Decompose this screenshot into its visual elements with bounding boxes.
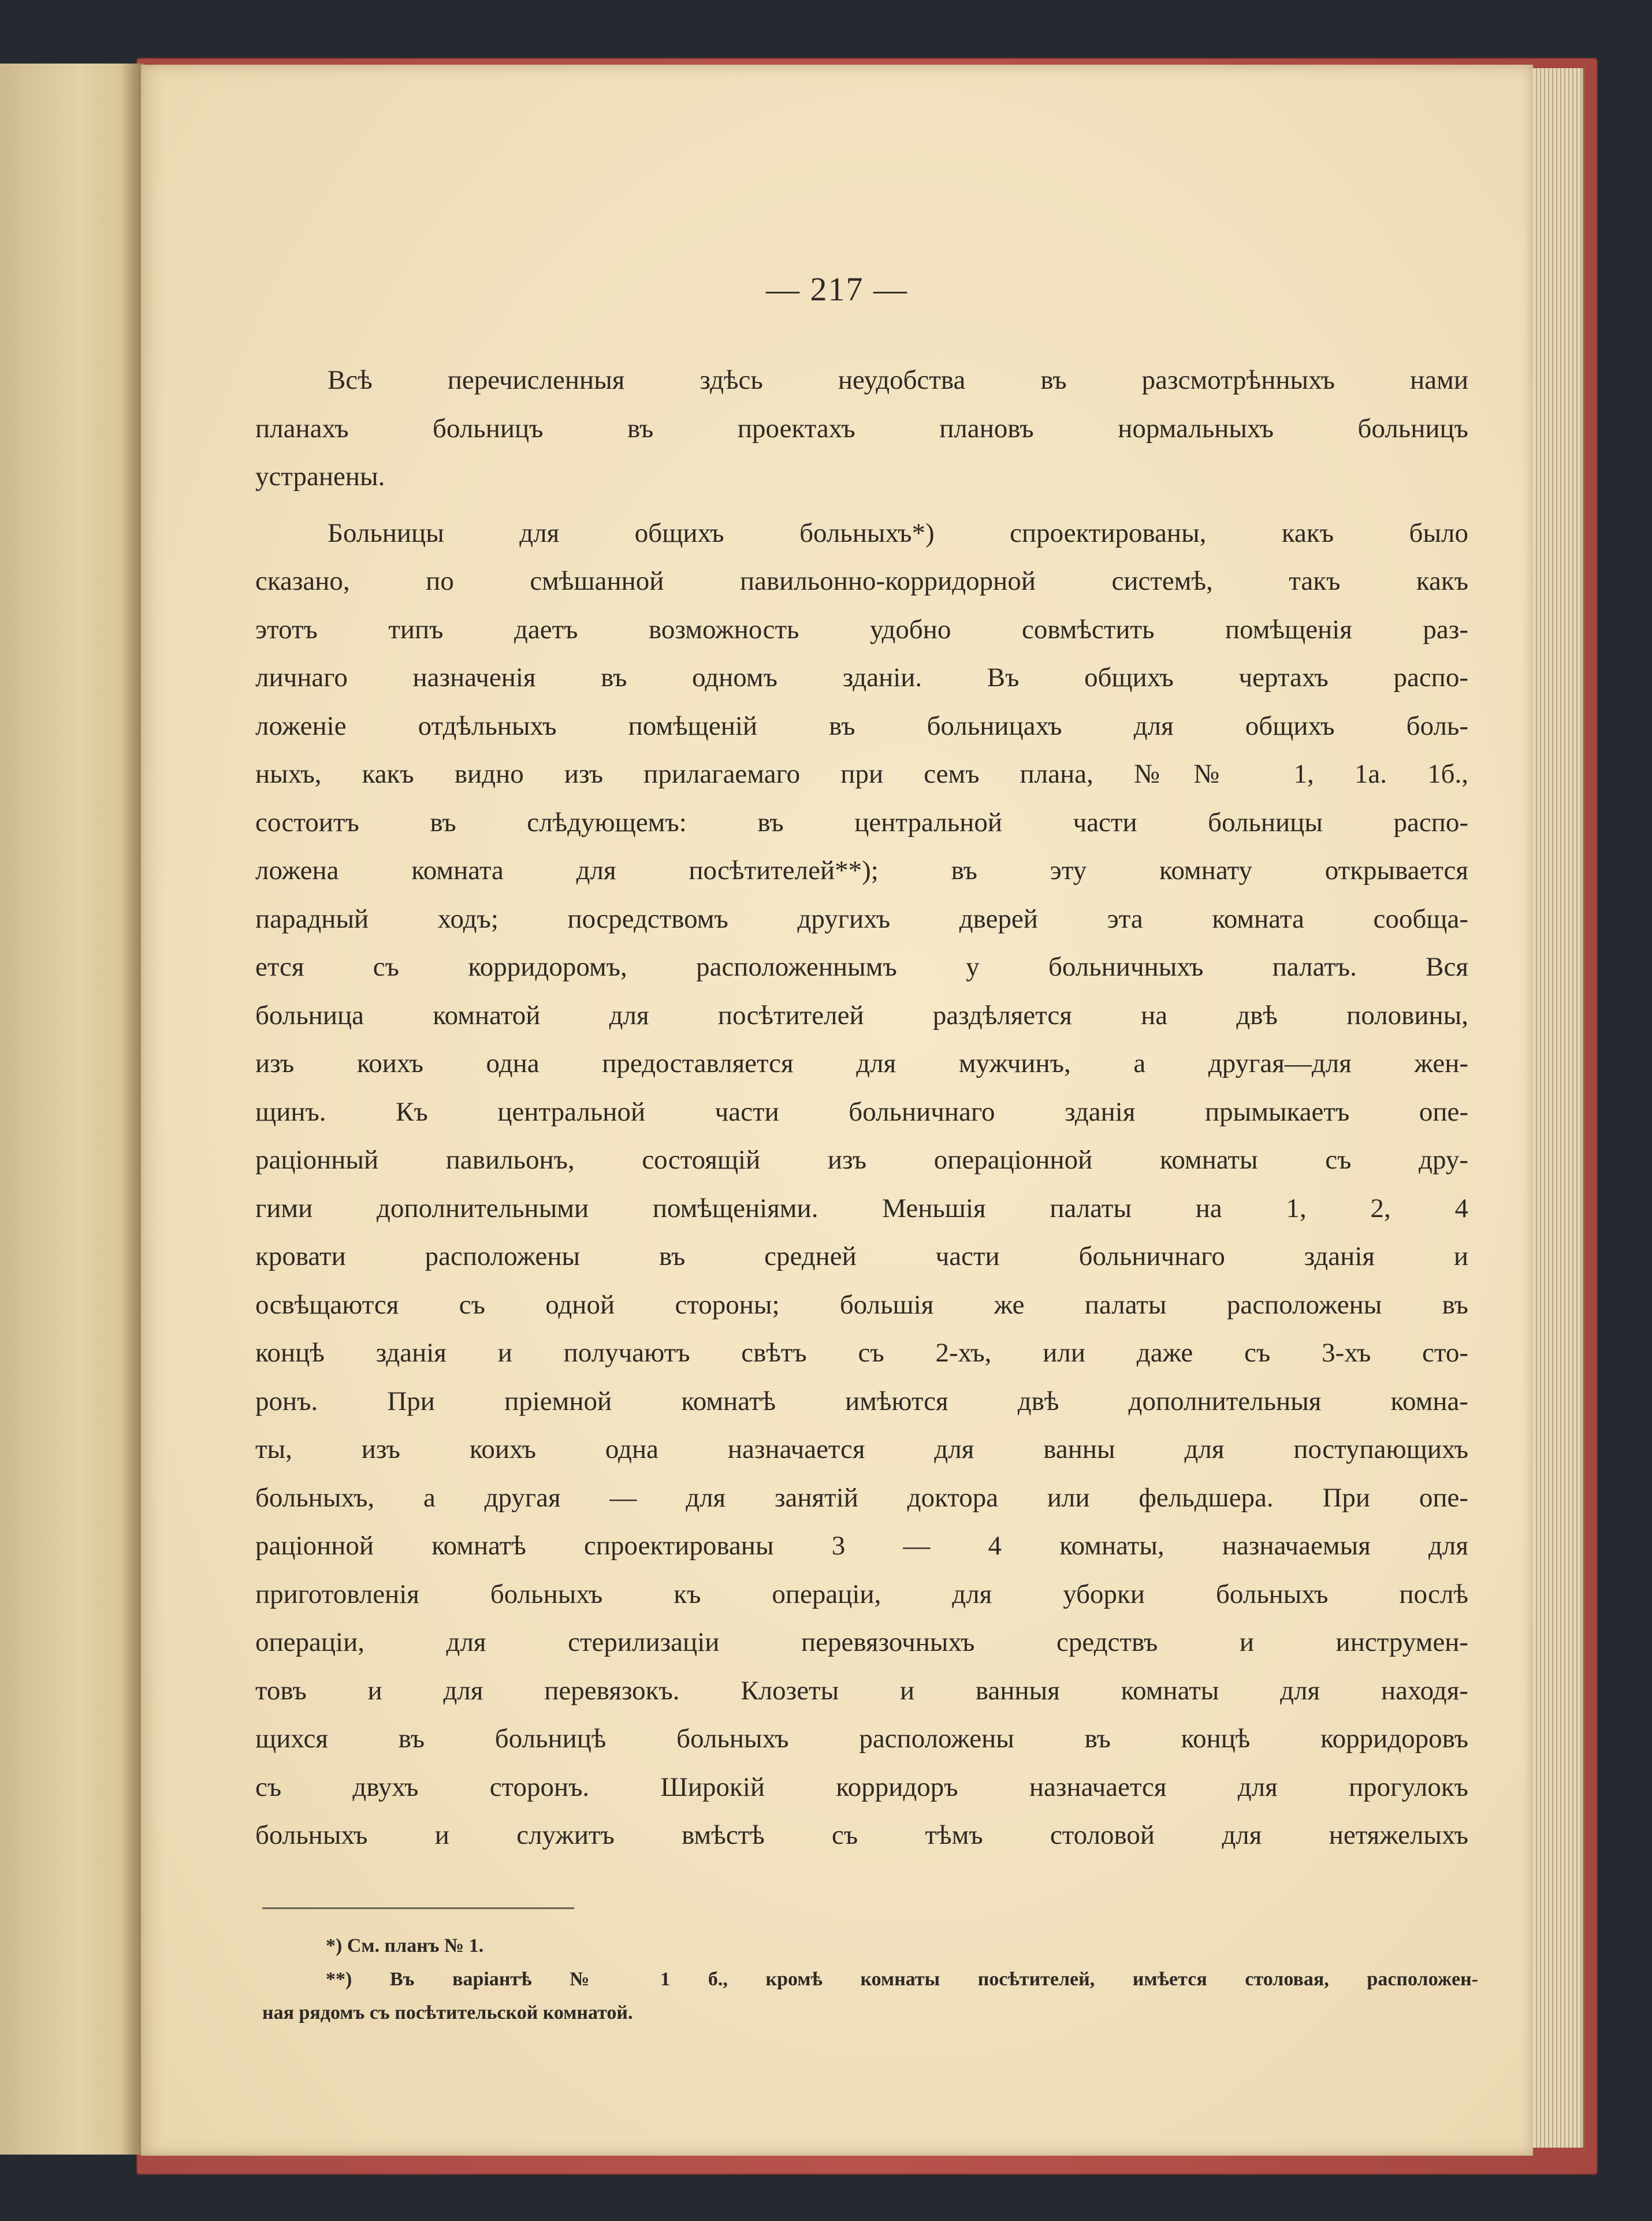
footnote-rule (262, 1907, 574, 1909)
page-body (255, 356, 1468, 1860)
text-line: ложеніе отдѣльныхъ помѣщеній въ больницахъ для общихъ боль- (255, 710, 1468, 741)
text-line: ложена комната для посѣтителей**); въ эту комнату открывается (255, 855, 1468, 886)
text-line: парадный ходъ; посредствомъ другихъ дверей эта комната сообща- (255, 903, 1468, 934)
text-line: Больницы для общихъ больныхъ*) спроектированы, какъ было (328, 518, 1468, 548)
text-line: щинъ. Къ центральной части больничнаго зданія прымыкаетъ опе- (255, 1096, 1468, 1127)
footnote-2-continuation: ная рядомъ съ посѣтительской комнатой. (262, 2002, 633, 2023)
text-line: больница комнатой для посѣтителей раздѣляется на двѣ половины, (255, 1000, 1468, 1030)
text-line: гими дополнительными помѣщеніями. Меньшія палаты на 1, 2, 4 (255, 1193, 1468, 1223)
footnote-2: **) Въ варіантѣ № 1 б., кромѣ комнаты посѣтителей, имѣется столовая, расположен- (326, 1969, 1478, 1990)
text-line: устранены. (255, 462, 385, 492)
text-line: освѣщаются съ одной стороны; большія же палаты расположены въ (255, 1289, 1468, 1320)
footnotes (262, 1929, 1478, 2030)
text-line: кровати расположены въ средней части больничнаго зданія и (255, 1241, 1468, 1271)
text-line: ронъ. При пріемной комнатѣ имѣются двѣ дополнительныя комна- (255, 1386, 1468, 1416)
text-line: щихся въ больницѣ больныхъ расположены въ концѣ корридоровъ (255, 1724, 1468, 1754)
text-line: планахъ больницъ въ проектахъ плановъ нормальныхъ больницъ (255, 413, 1468, 444)
text-line: ныхъ, какъ видно изъ прилагаемаго при семъ плана, №№ 1, 1а. 1б., (255, 759, 1468, 789)
text-line: личнаго назначенія въ одномъ зданіи. Въ общихъ чертахъ распо- (255, 663, 1468, 693)
text-line: состоитъ въ слѣдующемъ: въ центральной части больницы распо- (255, 807, 1468, 838)
text-line: раціонной комнатѣ спроектированы 3 — 4 комнаты, назначаемыя для (255, 1531, 1468, 1561)
text-line: больныхъ и служитъ вмѣстѣ съ тѣмъ столовой для нетяжелыхъ (255, 1820, 1468, 1850)
text-line: ется съ корридоромъ, расположеннымъ у больничныхъ палатъ. Вся (255, 952, 1468, 982)
text-line: больныхъ, а другая — для занятій доктора или фельдшера. При опе- (255, 1482, 1468, 1513)
text-line: приготовленія больныхъ къ операціи, для уборки больныхъ послѣ (255, 1579, 1468, 1609)
page-number: — 217 — (766, 270, 908, 308)
text-line: ты, изъ коихъ одна назначается для ванны для поступающихъ (255, 1434, 1468, 1464)
text-line: съ двухъ сторонъ. Широкій корридоръ назначается для прогулокъ (255, 1772, 1468, 1802)
text-line: Всѣ перечисленныя здѣсь неудобства въ разсмотрѣнныхъ нами (328, 365, 1468, 395)
text-line: этотъ типъ даетъ возможность удобно совмѣстить помѣщенія раз- (255, 614, 1468, 645)
text-line: операціи, для стерилизаціи перевязочныхъ средствъ и инструмен- (255, 1627, 1468, 1657)
paragraph-1 (255, 356, 1468, 501)
text-line: сказано, по смѣшанной павильонно-корридорной системѣ, такъ какъ (255, 566, 1468, 596)
text-line: концѣ зданія и получаютъ свѣтъ съ 2-хъ, или даже съ 3-хъ сто- (255, 1338, 1468, 1368)
paragraph-2 (255, 509, 1468, 1860)
text-line: изъ коихъ одна предоставляется для мужчинъ, а другая—для жен- (255, 1048, 1468, 1078)
text-line: товъ и для перевязокъ. Клозеты и ванныя комнаты для находя- (255, 1675, 1468, 1706)
page-edges (1525, 68, 1584, 2148)
footnote-1: *) См. планъ № 1. (326, 1935, 484, 1956)
book-page (141, 65, 1533, 2156)
text-line: раціонный павильонъ, состоящій изъ операціонной комнаты съ дру- (255, 1145, 1468, 1175)
